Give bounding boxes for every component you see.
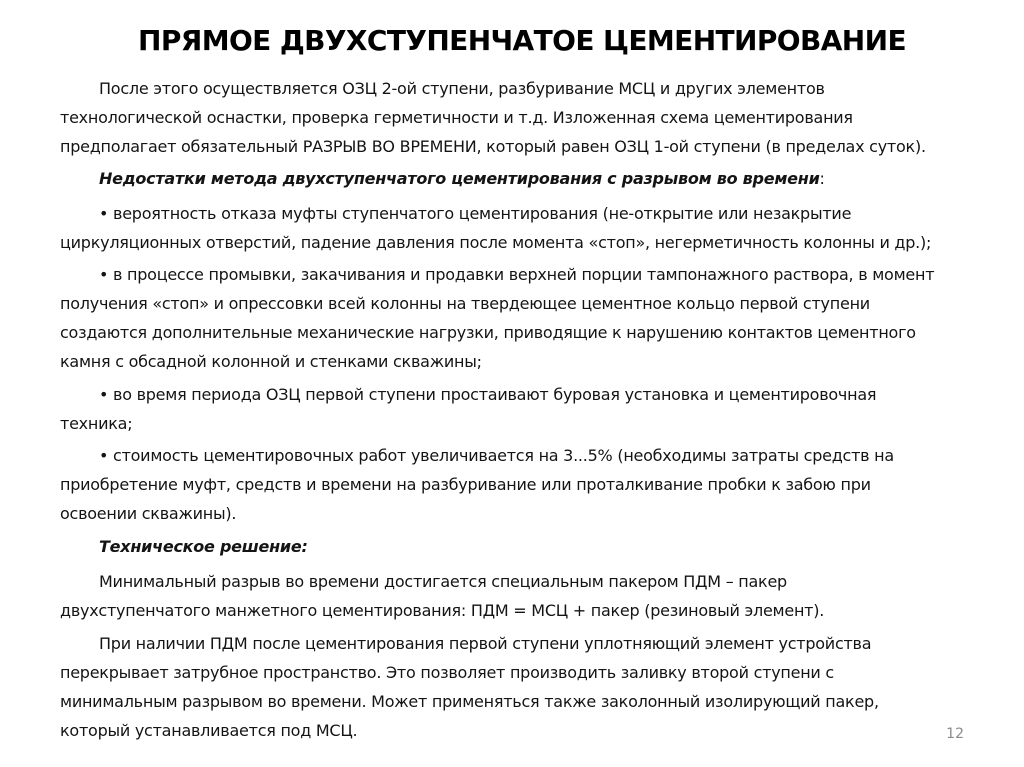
- slide-title: ПРЯМОЕ ДВУХСТУПЕНЧАТОЕ ЦЕМЕНТИРОВАНИЕ: [137, 24, 906, 57]
- paragraph-line: двухступенчатого манжетного цементирования: ПДМ = МСЦ + пакер (резиновый элемент).: [60, 601, 825, 620]
- paragraph-line: При наличии ПДМ после цементирования первой ступени уплотняющий элемент устройства: [99, 634, 872, 653]
- paragraph-line: Минимальный разрыв во времени достигается специальным пакером ПДМ – пакер: [99, 572, 787, 591]
- bullet-line: • в процессе промывки, закачивания и продавки верхней порции тампонажного раствора, в момент: [99, 265, 935, 284]
- drawbacks-heading-text: Недостатки метода двухступенчатого цементирования с разрывом во времени: [99, 169, 820, 188]
- bullet-line: • во время периода ОЗЦ первой ступени простаивают буровая установка и цементировочная: [99, 385, 877, 404]
- bullet-line: получения «стоп» и опрессовки всей колонны на твердеющее цементное кольцо первой ступени: [60, 294, 870, 313]
- bullet-line: • стоимость цементировочных работ увеличивается на 3...5% (необходимы затраты средств на: [99, 446, 894, 465]
- paragraph-line: который устанавливается под МСЦ.: [60, 721, 358, 740]
- drawbacks-heading-colon: :: [819, 169, 825, 188]
- drawbacks-heading: [99, 169, 825, 189]
- bullet-line: циркуляционных отверстий, падение давления после момента «стоп», негерметичность колонны и др.);: [60, 233, 932, 252]
- bullet-line: камня с обсадной колонной и стенками скважины;: [60, 352, 482, 371]
- paragraph-line: технологической оснастки, проверка герметичности и т.д. Изложенная схема цементирования: [60, 108, 853, 127]
- page-number: 12: [946, 726, 964, 742]
- bullet-line: • вероятность отказа муфты ступенчатого цементирования (не-открытие или незакрытие: [99, 204, 852, 223]
- bullet-line: техника;: [60, 414, 133, 433]
- paragraph-line: предполагает обязательный РАЗРЫВ ВО ВРЕМЕНИ, который равен ОЗЦ 1-ой ступени (в пределах суток).: [60, 137, 926, 156]
- bullet-line: приобретение муфт, средств и времени на разбуривание или проталкивание пробки к забою при: [60, 475, 871, 494]
- paragraph-line: минимальным разрывом во времени. Может применяться также заколонный изолирующий пакер,: [60, 692, 879, 711]
- paragraph-line: После этого осуществляется ОЗЦ 2-ой ступени, разбуривание МСЦ и других элементов: [99, 79, 825, 98]
- bullet-line: создаются дополнительные механические нагрузки, приводящие к нарушению контактов цементного: [60, 323, 916, 342]
- paragraph-line: перекрывает затрубное пространство. Это позволяет производить заливку второй ступени с: [60, 663, 834, 682]
- solution-heading: Техническое решение:: [99, 537, 308, 556]
- bullet-line: освоении скважины).: [60, 504, 237, 523]
